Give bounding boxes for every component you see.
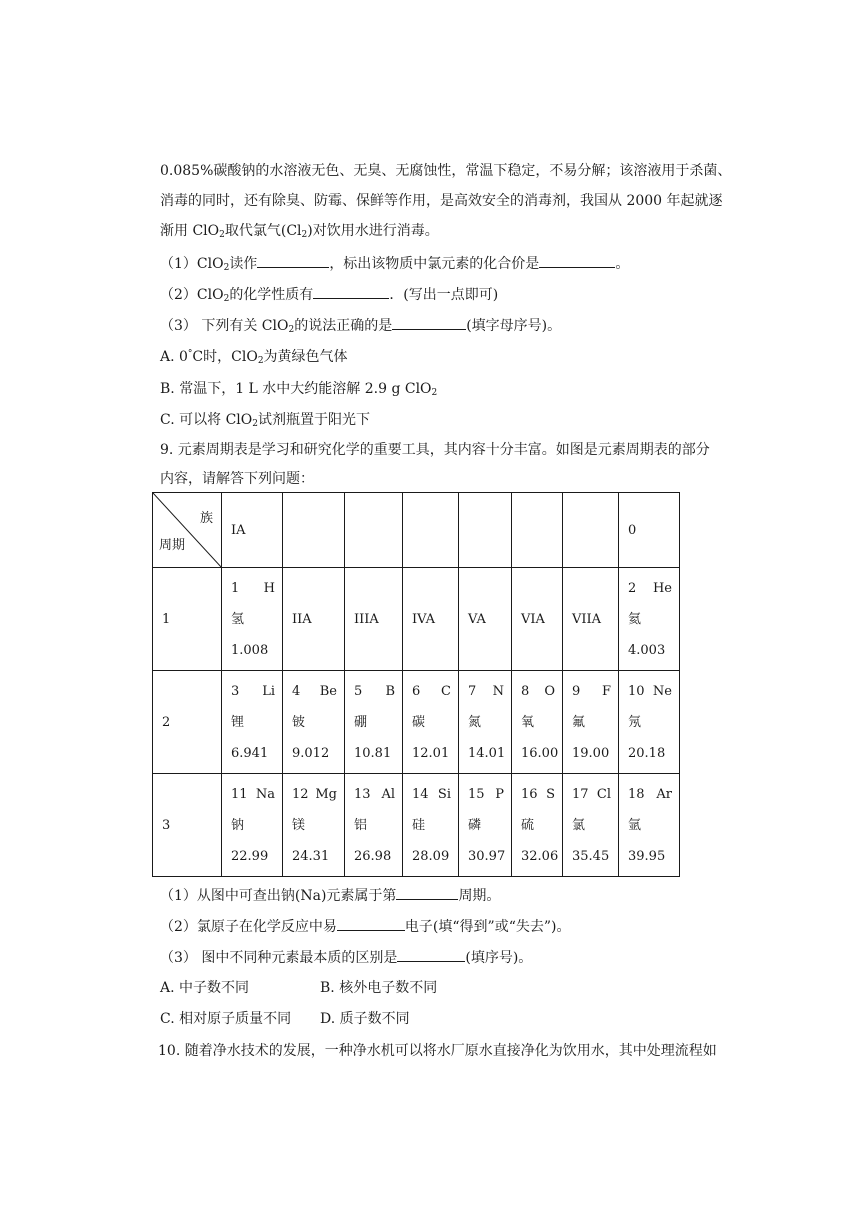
q9-part-2: （2）氯原子在化学反应中易 电子(填“得到”或“失去”)。: [160, 919, 571, 935]
element-symbol: N: [492, 683, 504, 699]
element-symbol: Mg: [315, 786, 337, 802]
element-cell: [283, 671, 345, 774]
group-header-iiia: IIIA: [345, 568, 403, 671]
element-cell-he: [619, 568, 680, 671]
period-label: 2: [153, 671, 222, 774]
element-cell: [459, 774, 512, 877]
atomic-mass: 10.81: [354, 745, 392, 761]
element-cell-h: [222, 568, 283, 671]
q9-part-3: （3） 图中不同种元素最本质的区别是 (填序号)。: [160, 950, 533, 966]
atomic-number: 8: [521, 683, 530, 699]
element-symbol: Al: [381, 786, 395, 802]
atomic-mass: 22.99: [231, 848, 269, 864]
atomic-mass: 14.01: [468, 745, 506, 761]
element-name: 锂: [231, 714, 245, 730]
element-name: 镁: [292, 817, 306, 833]
element-cell: [403, 774, 459, 877]
empty-cell: [459, 493, 512, 568]
table-row-period-3: [153, 774, 680, 877]
element-cell: [512, 671, 563, 774]
group-header-iia: IIA: [283, 568, 345, 671]
group-header-ia: IA: [222, 493, 283, 568]
q8-answer-blank-2[interactable]: [539, 254, 615, 268]
element-name: 氦: [628, 611, 642, 627]
q8-part-1: （1）ClO$_2$读作 ，标出该物质中氯元素的化合价是 。: [160, 256, 630, 273]
group-header-via: VIA: [512, 568, 563, 671]
atomic-mass: 16.00: [521, 745, 559, 761]
element-symbol: Si: [437, 786, 451, 802]
element-symbol: C: [441, 683, 451, 699]
element-name: 碳: [412, 714, 426, 730]
q9-option-a: A. 中子数不同: [160, 980, 250, 996]
element-name: 氖: [628, 714, 642, 730]
q8-option-a: A. 0°C时，ClO$_2$为黄绿色气体: [160, 349, 348, 366]
corner-header-cell: [153, 493, 222, 568]
period-label: 1: [153, 568, 222, 671]
diagonal-line: [153, 493, 222, 568]
intro-line-1: 0.085%碳酸钠的水溶液无色、无臭、无腐蚀性，常温下稳定，不易分解；该溶液用于杀菌、: [160, 163, 732, 179]
element-name: 硼: [354, 714, 368, 730]
atomic-number: 17: [572, 786, 589, 802]
element-symbol: H: [263, 580, 275, 596]
element-name: 铝: [354, 817, 368, 833]
element-cell: [459, 671, 512, 774]
atomic-number: 15: [468, 786, 485, 802]
element-symbol: B: [385, 683, 395, 699]
element-cell: [619, 671, 680, 774]
q8-part-3: （3） 下列有关 ClO$_2$的说法正确的是 (填字母序号)。: [160, 318, 562, 335]
table-header-row: [153, 493, 680, 568]
q9-option-c: C. 相对原子质量不同: [160, 1011, 292, 1027]
atomic-number: 10: [628, 683, 645, 699]
element-symbol: F: [601, 683, 611, 699]
element-cell: [619, 774, 680, 877]
element-symbol: O: [544, 683, 555, 699]
element-symbol: S: [546, 786, 555, 802]
period-label: 3: [153, 774, 222, 877]
atomic-number: 6: [412, 683, 421, 699]
element-cell: [512, 774, 563, 877]
group-corner-label: 族: [199, 511, 213, 526]
element-name: 硫: [521, 817, 535, 833]
group-header-viia: VIIA: [563, 568, 619, 671]
element-cell: [222, 774, 283, 877]
q9-answer-blank-1[interactable]: [396, 886, 458, 900]
atomic-mass: 9.012: [292, 745, 330, 761]
atomic-mass: 1.008: [231, 642, 269, 658]
element-name: 氧: [521, 714, 535, 730]
element-cell: [563, 774, 619, 877]
empty-cell: [283, 493, 345, 568]
atomic-number: 14: [412, 786, 429, 802]
empty-cell: [512, 493, 563, 568]
atomic-mass: 19.00: [572, 745, 610, 761]
q8-answer-blank-1[interactable]: [257, 254, 329, 268]
element-name: 氯: [572, 817, 586, 833]
atomic-number: 1: [231, 580, 240, 596]
q9-option-b: B. 核外电子数不同: [320, 980, 438, 996]
element-symbol: P: [495, 786, 504, 802]
table-row-period-1: [153, 568, 680, 671]
atomic-mass: 24.31: [292, 848, 330, 864]
empty-cell: [563, 493, 619, 568]
atomic-mass: 30.97: [468, 848, 506, 864]
element-name: 氮: [468, 714, 482, 730]
group-header-0: 0: [619, 493, 680, 568]
empty-cell: [403, 493, 459, 568]
group-header-iva: IVA: [403, 568, 459, 671]
atomic-mass: 4.003: [628, 642, 666, 658]
q8-option-c: C. 可以将 ClO$_2$试剂瓶置于阳光下: [160, 412, 370, 429]
q8-option-b: B. 常温下，1 L 水中大约能溶解 2.9 g ClO$_2$: [160, 381, 438, 398]
intro-line-2: 消毒的同时，还有除臭、防霉、保鲜等作用，是高效安全的消毒剂，我国从 2000 年起就逐: [160, 193, 723, 209]
empty-cell: [345, 493, 403, 568]
element-cell: [563, 671, 619, 774]
element-symbol: Ar: [656, 786, 672, 802]
element-name: 氩: [628, 817, 642, 833]
atomic-number: 11: [231, 786, 248, 802]
element-symbol: Cl: [596, 786, 611, 802]
q9-answer-blank-2[interactable]: [337, 917, 405, 931]
periodic-table: [152, 492, 680, 877]
atomic-number: 4: [292, 683, 301, 699]
element-symbol: Ne: [652, 683, 672, 699]
element-name: 硅: [412, 817, 426, 833]
atomic-mass: 12.01: [412, 745, 450, 761]
q9-stem-line-2: 内容，请解答下列问题：: [160, 471, 314, 487]
q10-stem-line-1: 10. 随着净水技术的发展，一种净水机可以将水厂原水直接净化为饮用水，其中处理流程如: [158, 1043, 717, 1059]
element-cell: [222, 671, 283, 774]
atomic-mass: 35.45: [572, 848, 610, 864]
atomic-number: 7: [468, 683, 477, 699]
element-symbol: Na: [255, 786, 275, 802]
atomic-mass: 39.95: [628, 848, 666, 864]
element-cell: [283, 774, 345, 877]
atomic-number: 16: [521, 786, 538, 802]
q9-part-1: （1）从图中可查出钠(Na)元素属于第 周期。: [160, 888, 501, 904]
element-name: 磷: [468, 817, 482, 833]
atomic-mass: 28.09: [412, 848, 450, 864]
atomic-mass: 26.98: [354, 848, 392, 864]
q9-stem-line-1: 9. 元素周期表是学习和研究化学的重要工具，其内容十分丰富。如图是元素周期表的部分: [160, 442, 710, 458]
intro-line-3: 渐用 ClO$_2$取代氯气$(Cl_2)$对饮用水进行消毒。: [160, 223, 439, 240]
atomic-mass: 32.06: [521, 848, 559, 864]
element-name: 氟: [572, 714, 586, 730]
q9-answer-blank-3[interactable]: [397, 948, 465, 962]
element-cell: [345, 774, 403, 877]
element-symbol: Be: [319, 683, 337, 699]
table-row-period-2: [153, 671, 680, 774]
element-symbol: He: [652, 580, 672, 596]
period-corner-label: 周期: [159, 538, 186, 553]
element-cell: [345, 671, 403, 774]
atomic-number: 12: [292, 786, 309, 802]
group-header-va: VA: [459, 568, 512, 671]
atomic-number: 3: [231, 683, 240, 699]
atomic-mass: 20.18: [628, 745, 666, 761]
atomic-number: 18: [628, 786, 645, 802]
element-name: 钠: [231, 817, 245, 833]
element-cell: [403, 671, 459, 774]
atomic-number: 13: [354, 786, 371, 802]
q8-answer-blank-3[interactable]: [313, 285, 389, 299]
atomic-number: 5: [354, 683, 363, 699]
q8-answer-blank-4[interactable]: [392, 316, 466, 330]
element-name: 氢: [231, 611, 245, 627]
element-symbol: Li: [262, 683, 275, 699]
atomic-number: 9: [572, 683, 581, 699]
q8-part-2: （2）ClO$_2$的化学性质有 ．(写出一点即可): [160, 287, 499, 304]
q9-option-d: D. 质子数不同: [320, 1011, 410, 1027]
element-name: 铍: [292, 714, 306, 730]
atomic-mass: 6.941: [231, 745, 269, 761]
atomic-number: 2: [628, 580, 637, 596]
